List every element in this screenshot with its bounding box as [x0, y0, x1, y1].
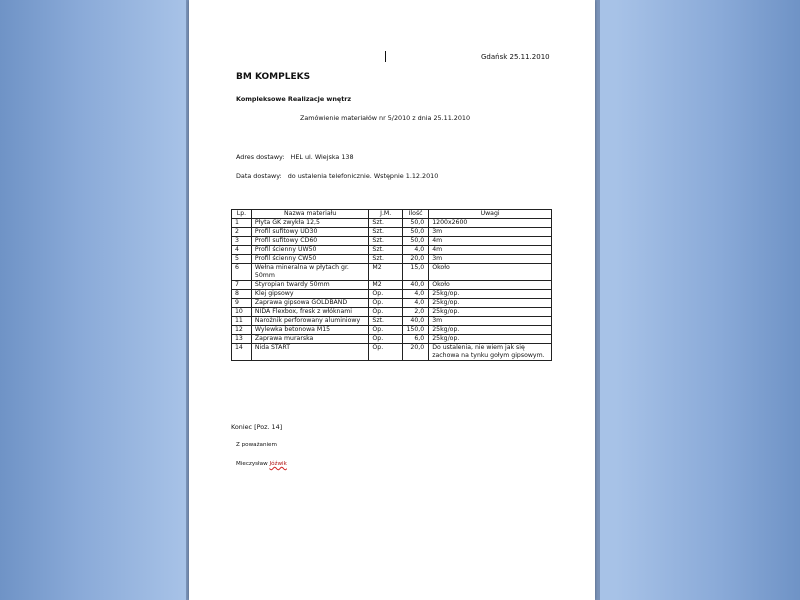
cell-qty: 50,0: [402, 219, 428, 228]
order-title: Zamówienie materiałów nr 5/2010 z dnia 25.11.2010: [300, 114, 471, 122]
table-row: [232, 281, 552, 290]
cell-unit: Szt.: [369, 317, 403, 326]
cell-notes: 4m: [429, 237, 552, 246]
cell-unit: Op.: [369, 344, 403, 361]
cell-qty: 4,0: [402, 246, 428, 255]
cell-lp: 8: [232, 290, 252, 299]
cell-notes: 4m: [429, 246, 552, 255]
cell-name: Nida START: [251, 344, 369, 361]
place-date: Gdańsk 25.11.2010: [481, 53, 550, 61]
table-row: [232, 335, 552, 344]
cell-lp: 6: [232, 264, 252, 281]
materials-table: [231, 209, 552, 361]
cell-name: Płyta GK zwykła 12,5: [251, 219, 369, 228]
table-row: [232, 219, 552, 228]
table-row: [232, 344, 552, 361]
cell-name: Styropian twardy 50mm: [251, 281, 369, 290]
header-name: Nazwa materiału: [251, 210, 369, 219]
cell-lp: 4: [232, 246, 252, 255]
signature-last-name: Jóźwik: [269, 461, 287, 467]
cell-notes: 25kg/op.: [429, 299, 552, 308]
cell-unit: Op.: [369, 299, 403, 308]
cell-qty: 50,0: [402, 237, 428, 246]
delivery-value: do ustalenia telefonicznie. Wstępnie 1.12.2010: [287, 172, 439, 180]
cell-name: Profil sufitowy UD30: [251, 228, 369, 237]
cell-unit: M2: [369, 281, 403, 290]
cell-lp: 7: [232, 281, 252, 290]
cell-unit: Szt.: [369, 246, 403, 255]
cell-name: Zaprawa gipsowa GOLDBAND: [251, 299, 369, 308]
end-note: Koniec [Poz. 14]: [231, 423, 283, 431]
cell-name: Profil ścienny CW50: [251, 255, 369, 264]
cell-notes: Około: [429, 264, 552, 281]
closing-greeting: Z poważaniem: [236, 442, 277, 448]
cell-lp: 12: [232, 326, 252, 335]
header-lp: Lp.: [232, 210, 252, 219]
cell-qty: 150,0: [402, 326, 428, 335]
cell-unit: M2: [369, 264, 403, 281]
cell-unit: Szt.: [369, 255, 403, 264]
delivery-date: [236, 172, 438, 180]
table-row: [232, 264, 552, 281]
cell-name: Profil ścienny UW50: [251, 246, 369, 255]
cell-qty: 4,0: [402, 299, 428, 308]
cell-unit: Szt.: [369, 219, 403, 228]
cell-notes: Około: [429, 281, 552, 290]
header-unit: J.M.: [369, 210, 403, 219]
cell-notes: 25kg/op.: [429, 308, 552, 317]
cell-lp: 2: [232, 228, 252, 237]
table-row: [232, 246, 552, 255]
cell-unit: Szt.: [369, 228, 403, 237]
cell-notes: 25kg/op.: [429, 290, 552, 299]
document-page[interactable]: [189, 0, 595, 600]
table-row: [232, 237, 552, 246]
cell-notes: 25kg/op.: [429, 326, 552, 335]
header-notes: Uwagi: [429, 210, 552, 219]
delivery-address: [236, 153, 354, 161]
table-row: [232, 255, 552, 264]
delivery-label: Data dostawy:: [236, 172, 282, 180]
table-row: [232, 326, 552, 335]
cell-lp: 5: [232, 255, 252, 264]
cell-name: Klej gipsowy: [251, 290, 369, 299]
cell-qty: 40,0: [402, 317, 428, 326]
cell-lp: 14: [232, 344, 252, 361]
company-subtitle: Kompleksowe Realizacje wnętrz: [236, 95, 352, 103]
signature-first-name: Mieczysław: [236, 461, 268, 467]
cell-unit: Op.: [369, 290, 403, 299]
cell-notes: 1200x2600: [429, 219, 552, 228]
cell-qty: 50,0: [402, 228, 428, 237]
header-qty: Ilość: [402, 210, 428, 219]
table-header-row: [232, 210, 552, 219]
cell-notes: 3m: [429, 228, 552, 237]
cell-qty: 40,0: [402, 281, 428, 290]
text-cursor: [385, 51, 386, 62]
cell-lp: 3: [232, 237, 252, 246]
cell-name: Narożnik perforowany aluminiowy: [251, 317, 369, 326]
cell-lp: 10: [232, 308, 252, 317]
cell-name: Wylewka betonowa M15: [251, 326, 369, 335]
cell-lp: 11: [232, 317, 252, 326]
cell-qty: 20,0: [402, 344, 428, 361]
address-label: Adres dostawy:: [236, 153, 285, 161]
cell-unit: Op.: [369, 308, 403, 317]
table-row: [232, 228, 552, 237]
table-row: [232, 308, 552, 317]
cell-notes: 3m: [429, 255, 552, 264]
cell-name: NIDA Flexbox, fresk z włóknami: [251, 308, 369, 317]
cell-name: Profil sufitowy CD60: [251, 237, 369, 246]
cell-lp: 9: [232, 299, 252, 308]
cell-qty: 6,0: [402, 335, 428, 344]
table-row: [232, 290, 552, 299]
cell-name: Wełna mineralna w płytach gr. 50mm: [251, 264, 369, 281]
signature: [236, 461, 287, 467]
company-name: BM KOMPLEKS: [236, 72, 311, 82]
cell-name: Zaprawa murarska: [251, 335, 369, 344]
cell-qty: 20,0: [402, 255, 428, 264]
cell-qty: 4,0: [402, 290, 428, 299]
cell-notes: 25kg/op.: [429, 335, 552, 344]
cell-qty: 2,0: [402, 308, 428, 317]
cell-unit: Op.: [369, 335, 403, 344]
cell-lp: 1: [232, 219, 252, 228]
table-row: [232, 299, 552, 308]
cell-unit: Szt.: [369, 237, 403, 246]
table-row: [232, 317, 552, 326]
address-value: HEL ul. Wiejska 138: [290, 153, 354, 161]
cell-notes: Do ustalenia, nie wiem jak się zachowa na tynku gołym gipsowym.: [429, 344, 552, 361]
cell-lp: 13: [232, 335, 252, 344]
cell-qty: 15,0: [402, 264, 428, 281]
cell-unit: Op.: [369, 326, 403, 335]
cell-notes: 3m: [429, 317, 552, 326]
